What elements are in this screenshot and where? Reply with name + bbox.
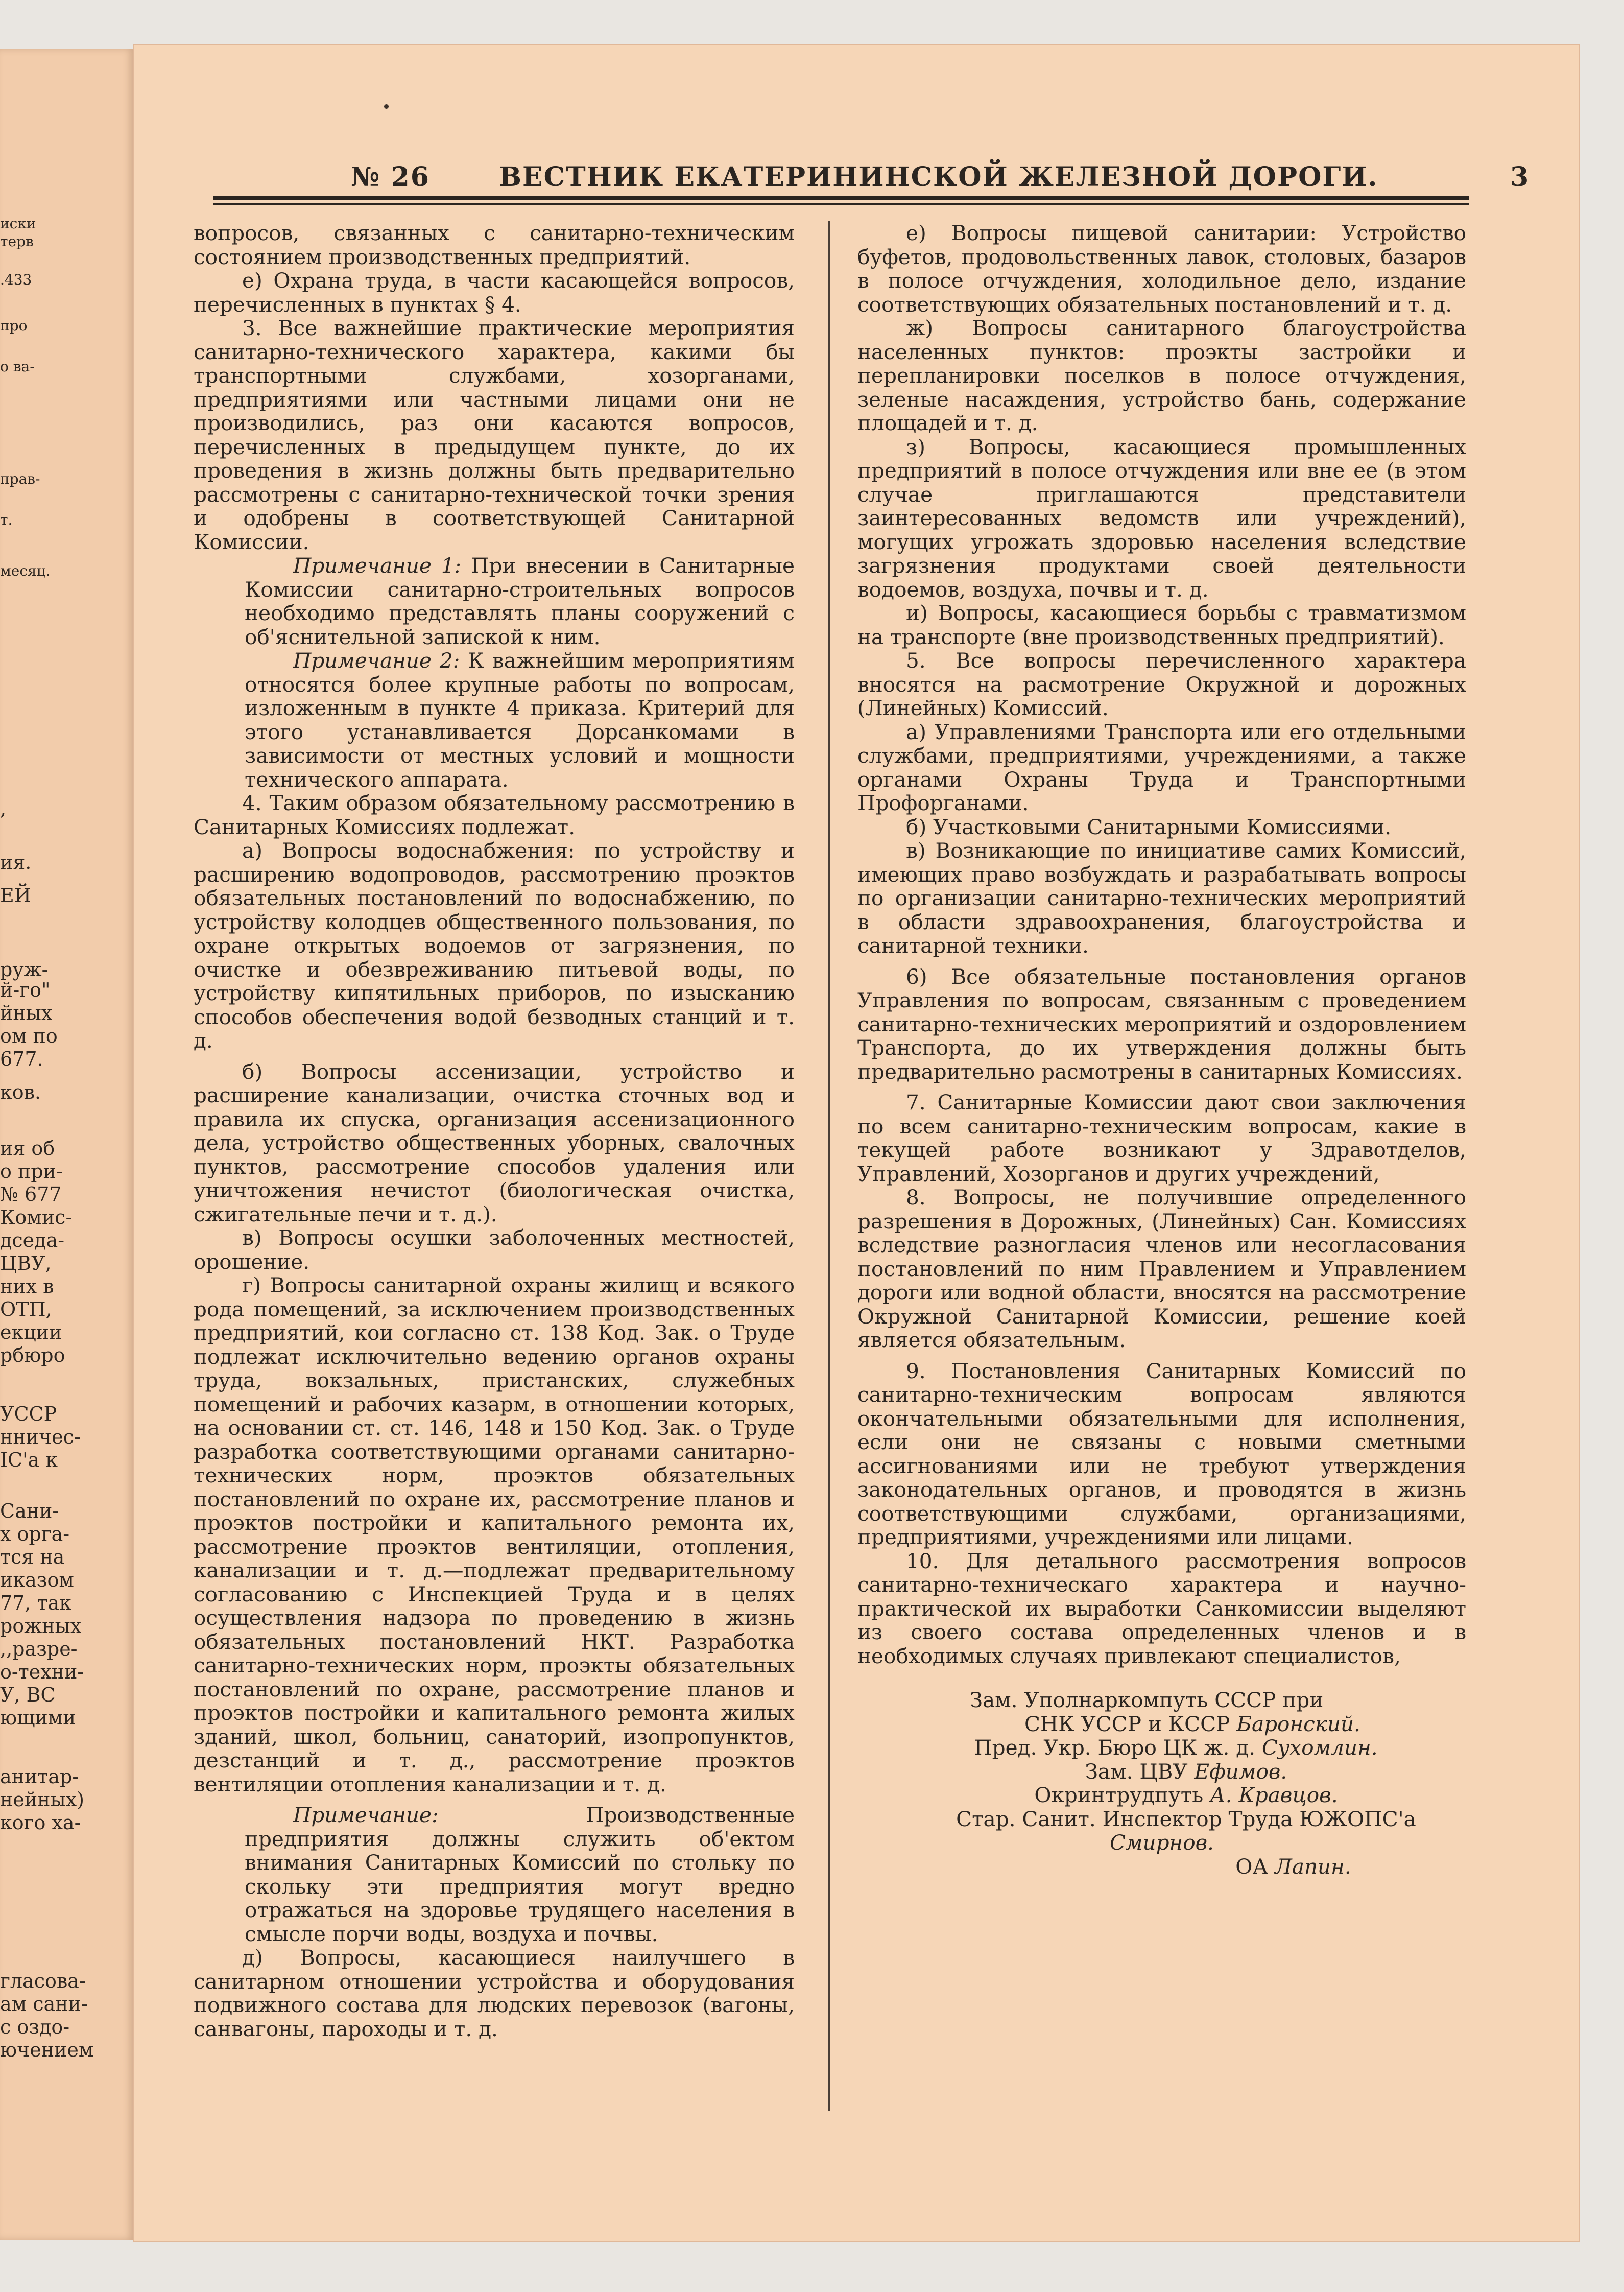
adjacent-page-fragment: ,,разре-: [0, 1638, 78, 1660]
note-paragraph: [245, 554, 795, 649]
adjacent-page-fragment: 77, так: [0, 1592, 71, 1614]
adjacent-page-fragment: ия.: [0, 851, 32, 873]
signature-name: Баронский.: [1236, 1711, 1361, 1736]
adjacent-page-fragment: дседа-: [0, 1229, 65, 1251]
adjacent-page-fragment: 677.: [0, 1048, 43, 1070]
header-rule-thin: [213, 203, 1469, 205]
paragraph: б) Участковыми Санитарными Комиссиями.: [906, 814, 1392, 839]
paragraph: 3. Все важнейшие практические мероприятия санитарно-технического характера, какими бы транспортными службами, хозорганами, предприятиями или частными лицами они не производились, раз они касаются вопросов, перечисленных в предыдущем пункте, до их проведения в жизнь должны быть предварительно рассмотрены с санитарно-технической точки зрения и одобрены в соответствующей Санитарной Комиссии.: [194, 316, 795, 554]
adjacent-page-fragment: терв: [0, 233, 34, 250]
adjacent-page-fragment: месяц.: [0, 562, 51, 579]
paragraph: вопросов, связанных с санитарно-техническим состоянием производственных предприятий.: [194, 221, 795, 269]
adjacent-page-fragment: екции: [0, 1321, 62, 1343]
signature-block: [857, 1688, 1466, 1878]
adjacent-page-fragment: ам сани-: [0, 1993, 88, 2015]
adjacent-page-fragment: № 677: [0, 1183, 62, 1206]
adjacent-page-fragment: ЕЙ: [0, 884, 31, 907]
adjacent-page-fragment: кого ха-: [0, 1811, 81, 1834]
paragraph: з) Вопросы, касающиеся промышленных предприятий в полосе отчуждения или вне ее (в этом случае приглашаются представители заинтересованных ведомств или учреждений), могущих угрожать здоровью населения вследствие загрязнения продуктами своей деятельности водоемов, воздуха, почвы и т. д.: [857, 434, 1466, 602]
paragraph: в) Возникающие по инициативе самих Комиссий, имеющих право возбуждать и разрабатывать вопросы по организации санитарно-технических мероприятий в области здравоохранения, благоустройства и санитарной техники.: [857, 838, 1466, 958]
signature-title: Пред. Укр. Бюро ЦК ж. д.: [974, 1735, 1262, 1760]
adjacent-page-fragment: про: [0, 317, 28, 334]
paragraph: в) Вопросы осушки заболоченных местностей, орошение.: [194, 1225, 795, 1274]
paragraph: 6) Все обязательные постановления органов Управления по вопросам, связанным с проведением санитарно-технических мероприятий и оздоровлением Транспорта, до их утверждения должны быть предварительно расмотрены в санитарных Комиссиях.: [857, 964, 1466, 1084]
adjacent-page-fragment: IC'а к: [0, 1449, 58, 1471]
signature-line: [857, 1783, 1466, 1807]
signature-title: СНК УССР и КССР: [1024, 1711, 1237, 1736]
adjacent-page-fragment: анитар-: [0, 1765, 79, 1788]
adjacent-page-fragment: о-техни-: [0, 1661, 84, 1683]
adjacent-page-fragment: с оздо-: [0, 2016, 70, 2038]
page-header: [213, 152, 1530, 214]
adjacent-page-fragment: о при-: [0, 1160, 63, 1183]
adjacent-page-fragment: т.: [0, 511, 13, 528]
signature-title: Стар. Санит. Инспектор Труда ЮЖОПС'а: [956, 1806, 1416, 1831]
paragraph: 8. Вопросы, не получившие определенного разрешения в Дорожных, (Линейных) Сан. Комиссиях вследствие разногласия членов или несогласования постановлений по ним Правлением и Управлением дороги или водной области, вносятся на рассмотрение Окружной Санитарной Комиссии, решение коей является обязательным.: [857, 1185, 1466, 1352]
paragraph: 7. Санитарные Комиссии дают свои заключения по всем санитарно-техническим вопросам, какие в текущей работе возникают у Здравотделов, Управлений, Хозорганов и других учреждений,: [857, 1090, 1466, 1186]
issue-number: № 26: [351, 161, 430, 193]
adjacent-page-fragment: .433: [0, 271, 32, 288]
signature-line: [857, 1807, 1466, 1855]
note-label: Примечание 2:: [293, 648, 460, 673]
adjacent-page-fragment: нничес-: [0, 1426, 81, 1448]
note-paragraph: [245, 1803, 795, 1946]
adjacent-page-fragment: ом по: [0, 1025, 58, 1047]
adjacent-page-fragment: й-го": [0, 979, 51, 1001]
note-label: Примечание:: [293, 1803, 439, 1827]
adjacent-page-fragment: У, ВС: [0, 1684, 56, 1706]
adjacent-page-fragment: х орга-: [0, 1523, 70, 1545]
adjacent-page-fragment: Сани-: [0, 1500, 59, 1522]
column-divider: [828, 221, 830, 2111]
note-text: К важнейшим мероприятиям относятся более крупные работы по вопросам, изложенным в пункте 4 приказа. Критерий для этого устанавливается Дорсанкомами в зависимости от местных условий и мощности технического аппарата.: [245, 648, 795, 792]
adjacent-page-fragment: рожных: [0, 1615, 82, 1637]
adjacent-page-fragment: рбюро: [0, 1344, 65, 1366]
adjacent-page-fragment: прав-: [0, 470, 40, 487]
note-paragraph: [245, 649, 795, 791]
adjacent-page-fragment: ющими: [0, 1707, 76, 1729]
signature-name: Смирнов.: [1109, 1830, 1214, 1855]
signature-line: [857, 1712, 1466, 1736]
note-label: Примечание 1:: [293, 553, 462, 578]
note-text: Производственные предприятия должны служить об'ектом внимания Санитарных Комиссий по стольку по скольку эти предприятия могут вредно отражаться на здоровье трудящего населения в смысле порчи воды, воздуха и почвы.: [245, 1803, 795, 1946]
page-number: 3: [1510, 161, 1530, 193]
signature-name: Лапин.: [1275, 1854, 1351, 1879]
signature-line: [857, 1760, 1466, 1784]
adjacent-page-fragment: ков.: [0, 1081, 41, 1103]
signature-name: Ефимов.: [1194, 1759, 1287, 1784]
adjacent-page-fragment: ия об: [0, 1137, 55, 1160]
signature-title: Зам. ЦВУ: [1085, 1759, 1195, 1784]
adjacent-page-fragment: Комис-: [0, 1206, 73, 1228]
paragraph: а) Вопросы водоснабжения: по устройству и расширению водопроводов, рассмотрению проэктов обязательных постановлений по водоснабжению, по устройству колодцев общественного пользования, по охране открытых водоемов от загрязнения, по очистке и обезвреживанию питьевой воды, по устройству кипятильных приборов, по изысканию способов обеспечения водой безводных станций и т. д.: [194, 838, 795, 1053]
adjacent-page-fragment: гласова-: [0, 1970, 86, 1992]
paragraph: 5. Все вопросы перечисленного характера вносятся на расмотрение Окружной и дорожных (Линейных) Комиссий.: [857, 648, 1466, 720]
ink-speck: [384, 104, 389, 109]
signature-line: Зам. Уполнаркомпуть СССР при: [969, 1688, 1324, 1712]
left-column: [194, 221, 795, 2041]
adjacent-page-fragment: ОТП,: [0, 1298, 52, 1320]
adjacent-page-fragment: руж-: [0, 958, 49, 981]
adjacent-page-fragment: иказом: [0, 1569, 74, 1591]
paragraph: ж) Вопросы санитарного благоустройства населенных пунктов: проэкты застройки и перепланировки поселков в полосе отчуждения, зеленые насаждения, устройство бань, содержание площадей и т. д.: [857, 316, 1466, 435]
paragraph: 10. Для детального рассмотрения вопросов санитарно-техническаго характера и научно-практической их выработки Санкомиссии выделяют из своего состава определенных членов и в необходимых случаях привлекают специалистов,: [857, 1548, 1466, 1668]
signature-name: А. Кравцов.: [1210, 1783, 1338, 1807]
signature-line: [857, 1855, 1466, 1879]
adjacent-page-fragment: йных: [0, 1002, 53, 1024]
signature-name: Сухомлин.: [1261, 1735, 1378, 1760]
header-rule-thick: [213, 196, 1469, 200]
newspaper-title: ВЕСТНИК ЕКАТЕРИНИНСКОЙ ЖЕЛЕЗНОЙ ДОРОГИ.: [499, 161, 1378, 193]
note-text: При внесении в Санитарные Комиссии санитарно-строительных вопросов необходимо представлять планы сооружений с об'яснительной запиской к ним.: [245, 553, 795, 649]
paragraph: б) Вопросы ассенизации, устройство и расширение канализации, очистка сточных вод и правила их спуска, организация ассенизационного дела, устройство общественных уборных, свалочных пунктов, рассмотрение способов удаления или уничтожения нечистот (биологическая очистка, сжигательные печи и т. д.).: [194, 1059, 795, 1226]
adjacent-page-fragment: ,: [0, 797, 7, 820]
right-column: [857, 221, 1466, 1878]
paragraph: и) Вопросы, касающиеся борьбы с травматизмом на транспорте (вне производственных предприятий).: [857, 601, 1466, 649]
adjacent-page-fragment: ючением: [0, 2039, 94, 2061]
signature-line: [857, 1736, 1466, 1760]
adjacent-page-fragment: ЦВУ,: [0, 1252, 52, 1274]
paragraph: е) Вопросы пищевой санитарии: Устройство буфетов, продовольственных лавок, столовых, базаров в полосе отчуждения, холодильное дело, издание соответствующих обязательных постановлений и т. д.: [857, 221, 1466, 317]
paragraph: г) Вопросы санитарной охраны жилищ и всякого рода помещений, за исключением производственных предприятий, кои согласно ст. 138 Код. Зак. о Труде подлежат исключительно ведению органов охраны труда, вокзальных, пристанских, служебных помещений и рабочих казарм, в отношении которых, на основании ст. ст. 146, 148 и 150 Код. Зак. о Труде разработка соответствующими органами санитарно-технических норм, проэктов обязательных постановлений по охране их, рассмотрение планов и проэктов постройки и капитального ремонта их, рассмотрение проэктов вентиляции, отопления, канализации и т. д.—подлежат предварительному согласованию с Инспекцией Труда и в целях осуществления надзора по проведению в жизнь обязательных постановлений НКТ. Разработка санитарно-технических норм, проэкты обязательных постановлений по охране, рассмотрение планов и проэктов постройки и капитального ремонта жилых зданий, школ, больниц, санаторий, изопропунктов, дезстанций и т. д., рассмотрение проэктов вентиляции отопления канализации и т. д.: [194, 1273, 795, 1797]
paragraph: 9. Постановления Санитарных Комиссий по санитарно-техническим вопросам являются окончательными обязательными для исполнения, если они не связаны с новыми сметными ассигнованиями или не требуют утверждения законодательных органов, и проводятся в жизнь соответствующими службами, организациями, предприятиями, учреждениями или лицами.: [857, 1358, 1466, 1549]
adjacent-page-fragment: них в: [0, 1275, 54, 1297]
paragraph: а) Управлениями Транспорта или его отдельными службами, предприятиями, учреждениями, а также органами Охраны Труда и Транспортными Профорганами.: [857, 719, 1466, 815]
paragraph: д) Вопросы, касающиеся наилучшего в санитарном отношении устройства и оборудования подвижного состава для людских перевозок (вагоны, санвагоны, пароходы и т. д.: [194, 1945, 795, 2041]
paragraph: 4. Таким образом обязательному рассмотрению в Санитарных Комиссиях подлежат.: [194, 791, 795, 839]
adjacent-page-edge: [0, 49, 134, 2240]
paragraph: е) Охрана труда, в части касающейся вопросов, перечисленных в пунктах § 4.: [194, 268, 795, 317]
adjacent-page-fragment: УССР: [0, 1403, 57, 1425]
adjacent-page-fragment: о ва-: [0, 358, 35, 375]
signature-title: ОА: [1235, 1854, 1275, 1879]
signature-title: Окринтрудпуть: [1034, 1783, 1210, 1807]
newspaper-page: [134, 45, 1579, 2241]
adjacent-page-fragment: нейных): [0, 1788, 84, 1811]
adjacent-page-fragment: иски: [0, 215, 36, 232]
adjacent-page-fragment: тся на: [0, 1546, 65, 1568]
